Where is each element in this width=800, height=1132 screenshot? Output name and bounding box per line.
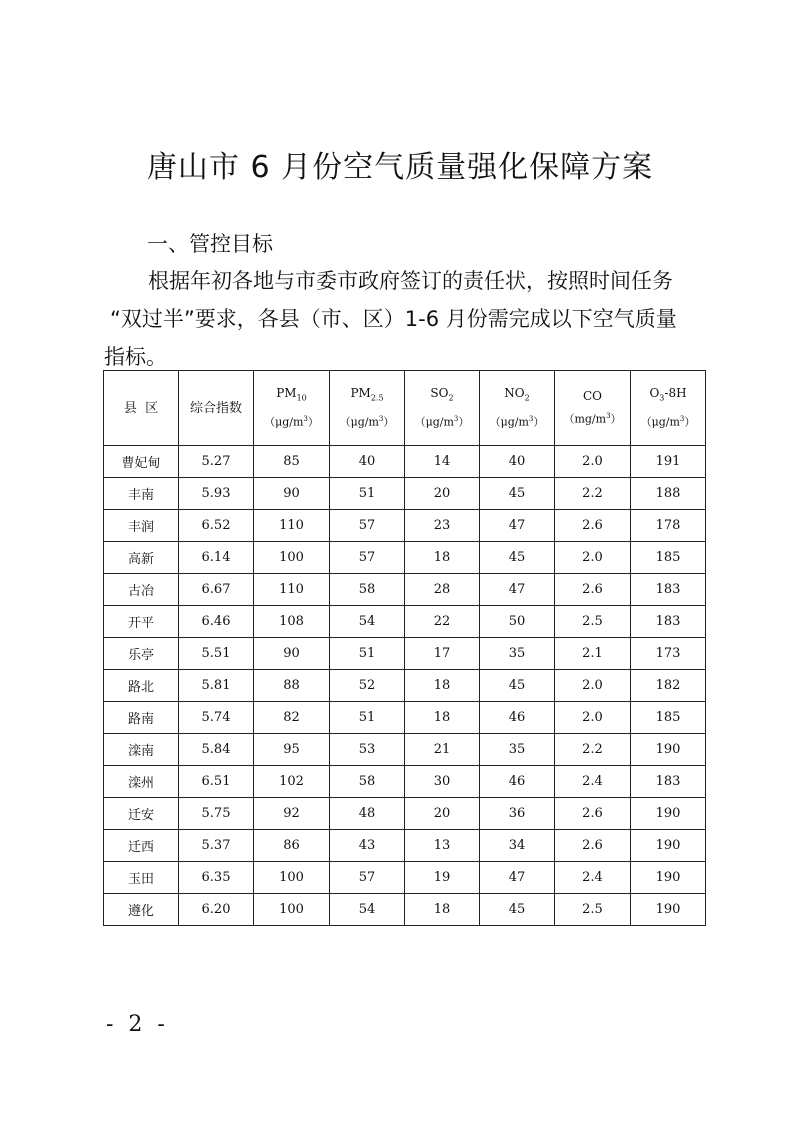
cell-county: 玉田 — [104, 862, 179, 894]
cell-no2: 35 — [480, 734, 555, 766]
header-co: CO $(mg/m^3)$ — [555, 371, 631, 446]
cell-co: 2.2 — [555, 734, 631, 766]
cell-o3-8h: 178 — [631, 510, 706, 542]
header-o3-8h: $O_3-8H$ $(\mu g/m^3)$ — [631, 371, 706, 446]
table-row — [104, 478, 706, 510]
cell-so2: 13 — [405, 830, 480, 862]
cell-pm25: 57 — [330, 862, 405, 894]
table-header-row — [104, 371, 706, 446]
header-no2: $NO_2$ $(\mu g/m^3)$ — [480, 371, 555, 446]
cell-co: 2.6 — [555, 830, 631, 862]
cell-pm25: 48 — [330, 798, 405, 830]
cell-co: 2.0 — [555, 542, 631, 574]
cell-no2: 45 — [480, 542, 555, 574]
cell-composite-index: 5.84 — [179, 734, 254, 766]
cell-composite-index: 6.46 — [179, 606, 254, 638]
cell-pm10: 110 — [254, 574, 330, 606]
cell-so2: 18 — [405, 670, 480, 702]
cell-o3-8h: 185 — [631, 702, 706, 734]
cell-o3-8h: 190 — [631, 734, 706, 766]
cell-co: 2.6 — [555, 574, 631, 606]
cell-pm10: 100 — [254, 542, 330, 574]
table-row — [104, 574, 706, 606]
cell-pm25: 52 — [330, 670, 405, 702]
cell-pm25: 51 — [330, 478, 405, 510]
cell-so2: 20 — [405, 798, 480, 830]
cell-o3-8h: 188 — [631, 478, 706, 510]
cell-o3-8h: 173 — [631, 638, 706, 670]
paragraph-line-3: 指标。 — [104, 345, 167, 369]
cell-composite-index: 6.35 — [179, 862, 254, 894]
cell-composite-index: 5.51 — [179, 638, 254, 670]
paragraph-line-2: “双过半”要求，各县（市、区）1-6 月份需完成以下空气质量 — [110, 307, 677, 331]
cell-o3-8h: 190 — [631, 798, 706, 830]
table-row — [104, 606, 706, 638]
cell-pm25: 51 — [330, 638, 405, 670]
cell-so2: 28 — [405, 574, 480, 606]
cell-pm25: 51 — [330, 702, 405, 734]
cell-so2: 17 — [405, 638, 480, 670]
cell-no2: 46 — [480, 702, 555, 734]
cell-composite-index: 5.81 — [179, 670, 254, 702]
header-composite-index: 综合指数 — [179, 371, 254, 446]
cell-pm25: 54 — [330, 894, 405, 926]
cell-co: 2.0 — [555, 446, 631, 478]
cell-no2: 47 — [480, 862, 555, 894]
cell-so2: 21 — [405, 734, 480, 766]
cell-pm25: 57 — [330, 542, 405, 574]
cell-so2: 30 — [405, 766, 480, 798]
cell-county: 遵化 — [104, 894, 179, 926]
cell-pm10: 85 — [254, 446, 330, 478]
cell-no2: 46 — [480, 766, 555, 798]
table-row — [104, 638, 706, 670]
cell-composite-index: 6.67 — [179, 574, 254, 606]
table-body — [104, 446, 706, 926]
table-row — [104, 766, 706, 798]
cell-composite-index: 6.52 — [179, 510, 254, 542]
header-county: 县 区 — [104, 371, 179, 446]
cell-pm10: 86 — [254, 830, 330, 862]
cell-county: 开平 — [104, 606, 179, 638]
cell-co: 2.0 — [555, 670, 631, 702]
cell-county: 高新 — [104, 542, 179, 574]
cell-pm25: 43 — [330, 830, 405, 862]
cell-o3-8h: 190 — [631, 830, 706, 862]
cell-o3-8h: 185 — [631, 542, 706, 574]
cell-no2: 34 — [480, 830, 555, 862]
cell-composite-index: 5.75 — [179, 798, 254, 830]
cell-so2: 18 — [405, 542, 480, 574]
cell-so2: 22 — [405, 606, 480, 638]
cell-no2: 47 — [480, 510, 555, 542]
cell-co: 2.5 — [555, 894, 631, 926]
cell-so2: 18 — [405, 702, 480, 734]
cell-pm10: 95 — [254, 734, 330, 766]
cell-co: 2.6 — [555, 510, 631, 542]
header-pm10: $PM_{10}$ $(\mu g/m^3)$ — [254, 371, 330, 446]
cell-so2: 14 — [405, 446, 480, 478]
cell-pm25: 57 — [330, 510, 405, 542]
cell-so2: 20 — [405, 478, 480, 510]
cell-county: 路南 — [104, 702, 179, 734]
document-title: 唐山市 6 月份空气质量强化保障方案 — [146, 150, 654, 185]
paragraph-line-1: 根据年初各地与市委市政府签订的责任状，按照时间任务 — [148, 269, 673, 293]
cell-county: 丰南 — [104, 478, 179, 510]
cell-composite-index: 5.37 — [179, 830, 254, 862]
cell-composite-index: 6.14 — [179, 542, 254, 574]
cell-pm10: 110 — [254, 510, 330, 542]
cell-no2: 45 — [480, 894, 555, 926]
table-row — [104, 798, 706, 830]
table-row — [104, 542, 706, 574]
header-pm25: $PM_{2.5}$ $(\mu g/m^3)$ — [330, 371, 405, 446]
cell-no2: 45 — [480, 478, 555, 510]
cell-no2: 50 — [480, 606, 555, 638]
cell-county: 滦州 — [104, 766, 179, 798]
table-row — [104, 830, 706, 862]
cell-pm25: 58 — [330, 766, 405, 798]
cell-co: 2.1 — [555, 638, 631, 670]
cell-o3-8h: 182 — [631, 670, 706, 702]
cell-co: 2.6 — [555, 798, 631, 830]
page-number: - 2 - — [106, 1012, 169, 1037]
cell-no2: 40 — [480, 446, 555, 478]
cell-composite-index: 5.27 — [179, 446, 254, 478]
cell-county: 路北 — [104, 670, 179, 702]
table-row — [104, 670, 706, 702]
cell-pm10: 90 — [254, 478, 330, 510]
cell-so2: 23 — [405, 510, 480, 542]
cell-co: 2.4 — [555, 862, 631, 894]
cell-pm25: 54 — [330, 606, 405, 638]
cell-county: 曹妃甸 — [104, 446, 179, 478]
table-row — [104, 510, 706, 542]
table-row — [104, 702, 706, 734]
cell-county: 迁西 — [104, 830, 179, 862]
header-so2: $SO_2$ $(\mu g/m^3)$ — [405, 371, 480, 446]
cell-composite-index: 5.93 — [179, 478, 254, 510]
cell-no2: 36 — [480, 798, 555, 830]
cell-co: 2.0 — [555, 702, 631, 734]
cell-pm10: 100 — [254, 862, 330, 894]
cell-county: 迁安 — [104, 798, 179, 830]
cell-so2: 18 — [405, 894, 480, 926]
cell-pm25: 53 — [330, 734, 405, 766]
cell-county: 滦南 — [104, 734, 179, 766]
cell-composite-index: 6.51 — [179, 766, 254, 798]
cell-county: 乐亭 — [104, 638, 179, 670]
cell-pm10: 90 — [254, 638, 330, 670]
cell-o3-8h: 190 — [631, 894, 706, 926]
table-row — [104, 862, 706, 894]
cell-county: 丰润 — [104, 510, 179, 542]
table-row — [104, 446, 706, 478]
cell-co: 2.4 — [555, 766, 631, 798]
cell-o3-8h: 183 — [631, 766, 706, 798]
cell-o3-8h: 191 — [631, 446, 706, 478]
cell-no2: 47 — [480, 574, 555, 606]
intro-paragraph — [104, 262, 710, 376]
cell-o3-8h: 190 — [631, 862, 706, 894]
cell-pm10: 108 — [254, 606, 330, 638]
cell-pm10: 88 — [254, 670, 330, 702]
cell-pm10: 92 — [254, 798, 330, 830]
cell-co: 2.2 — [555, 478, 631, 510]
cell-pm10: 100 — [254, 894, 330, 926]
cell-pm25: 58 — [330, 574, 405, 606]
air-quality-targets-table — [103, 370, 706, 926]
cell-o3-8h: 183 — [631, 606, 706, 638]
cell-o3-8h: 183 — [631, 574, 706, 606]
section-heading: 一、管控目标 — [147, 232, 273, 256]
cell-co: 2.5 — [555, 606, 631, 638]
table-row — [104, 734, 706, 766]
cell-pm25: 40 — [330, 446, 405, 478]
cell-pm10: 102 — [254, 766, 330, 798]
cell-composite-index: 5.74 — [179, 702, 254, 734]
cell-no2: 45 — [480, 670, 555, 702]
cell-no2: 35 — [480, 638, 555, 670]
cell-so2: 19 — [405, 862, 480, 894]
cell-composite-index: 6.20 — [179, 894, 254, 926]
table-row — [104, 894, 706, 926]
cell-county: 古冶 — [104, 574, 179, 606]
cell-pm10: 82 — [254, 702, 330, 734]
